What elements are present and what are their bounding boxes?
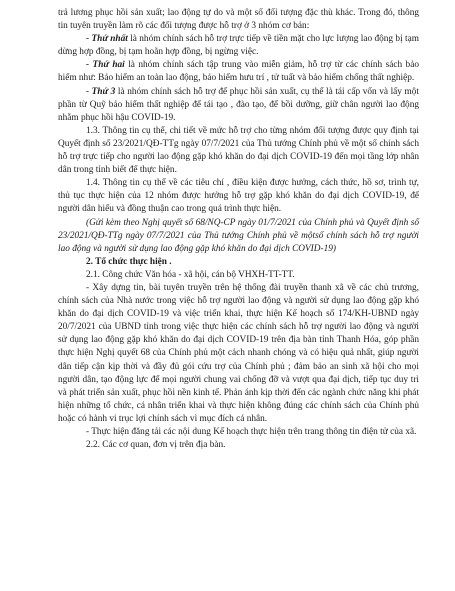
section-heading-implementation: 2. Tổ chức thực hiện . bbox=[86, 256, 172, 267]
paragraph-intro: trả lương phục hồi sản xuất; lao động tự do và một số đối tượng đặc thù khác. Trong đó, thông tin tuyên truyền làm rõ các đối tượng được hỗ trợ ở 3 nhóm cơ bản: bbox=[58, 8, 419, 32]
paragraph-2-1-publish: - Thực hiện đăng tải các nội dung Kế hoạch thực hiện trên trang thông tin điện tử của xã. bbox=[86, 427, 417, 437]
paragraph-2-1: 2.1. Công chức Văn hóa - xã hội, cán bộ VHXH-TT-TT. bbox=[86, 269, 295, 280]
paragraph-1-3: 1.3. Thông tin cụ thể, chi tiết về mức hỗ trợ cho từng nhóm đối tượng được quy định tại Quyết định số 23/2021/QĐ-TTg ngày 07/7/2021 của Thủ tướng Chính phủ về một số chính sách hỗ trợ trực tiếp cho người lao động gặp khó khăn do đại dịch COVID-19 đến mọi tầng lớp nhân dân trong tỉnh biết để thực hiện. bbox=[58, 125, 419, 176]
group-1-text: là nhóm chính sách hỗ trợ trực tiếp về tiền mặt cho lực lượng lao động bị tạm dừng hợp đồng, bị tạm hoãn hợp đồng, bị ngừng việc. bbox=[58, 34, 419, 58]
paragraph-group-3 bbox=[58, 86, 419, 125]
group-2-text: là nhóm chính sách tập trung vào miễn giảm, hỗ trợ từ các chính sách bảo hiểm như: Bảo hiểm an toàn lao động, bảo hiểm hưu trí , tử tuất và bảo hiểm chống thất nghiệp. bbox=[58, 60, 419, 84]
paragraph-2-2: 2.2. Các cơ quan, đơn vị trên địa bàn. bbox=[86, 440, 226, 451]
group-3-lead: - Thứ 3 bbox=[86, 86, 116, 97]
paragraph-group-1 bbox=[58, 33, 419, 59]
group-1-lead: - Thứ nhất bbox=[86, 34, 128, 45]
paragraph-group-2 bbox=[58, 59, 419, 85]
group-2-lead: - Thứ hai bbox=[86, 60, 125, 71]
attachment-note: (Gửi kèm theo Nghị quyết số 68/NQ-CP ngày 01/7/2021 của Chính phủ và Quyết định số 23/2021/QĐ-TTg ngày 07/7/2021 của Thủ tướng Chính phủ về mộtsố chính sách hỗ trợ người lao động và người sử dụng lao động gặp khó khăn do đại dịch COVID-19) bbox=[58, 217, 419, 254]
paragraph-1-4: 1.4. Thông tin cụ thể về các tiêu chí , điều kiện được hưởng, cách thức, hồ sơ, trình tự, thủ tục thực hiện của 12 nhóm được hưởng hỗ trợ gặp khó khăn do đại dịch COVID-19, để người dân hiểu và đồng thuận cao trong quá trình thực hiện. bbox=[58, 178, 419, 215]
group-3-text: là nhóm chính sách hỗ trợ để phục hồi sản xuất, cụ thể là tái cấp vốn và lấy một phần từ Quỹ bảo hiểm thất nghiệp để tái tạo , đào tạo, để bồi dưỡng, giữ chân người lao động nhằm phục hồi hậu COVID-19. bbox=[58, 86, 420, 123]
paragraph-2-1-tasks: - Xây dựng tin, bài tuyên truyền trên hệ thống đài truyền thanh xã về các chủ trương, chính sách của Nhà nước trong việc hỗ trợ người lao động và người sử dụng lao động gặp khó khăn do đại dịch COVID-19 và việc triển khai, thực hiện Kế hoạch số 174/KH-UBND ngày 20/7/2021 của UBND tỉnh trong việc thực hiện các chính sách hỗ trợ người lao động và người sử dụng lao động gặp khó khăn do đại dịch COVID-19 trên địa bàn tỉnh Thanh Hóa, góp phần thực hiện Nghị quyết 68 của Chính phủ một cách nhanh chóng và có hiệu quả nhất, giúp người dân tiếp cận kịp thời và đầy đủ gói cứu trợ của Chính phủ ; đảm bảo an sinh xã hội cho mọi người dân, tạo động lực để mọi người chung vai chống đỡ và vượt qua đại dịch, tiếp tục duy trì và phát triển sản xuất, phục hồi nền kinh tế. Phản ánh kịp thời đến các ngành chức năng khi phát hiện những tổ chức, cá nhân triển khai và thực hiện không đúng các chính sách của Chính phủ hoặc có hành vi trục lợi chính sách vì mục đích cá nhân. bbox=[58, 282, 419, 424]
